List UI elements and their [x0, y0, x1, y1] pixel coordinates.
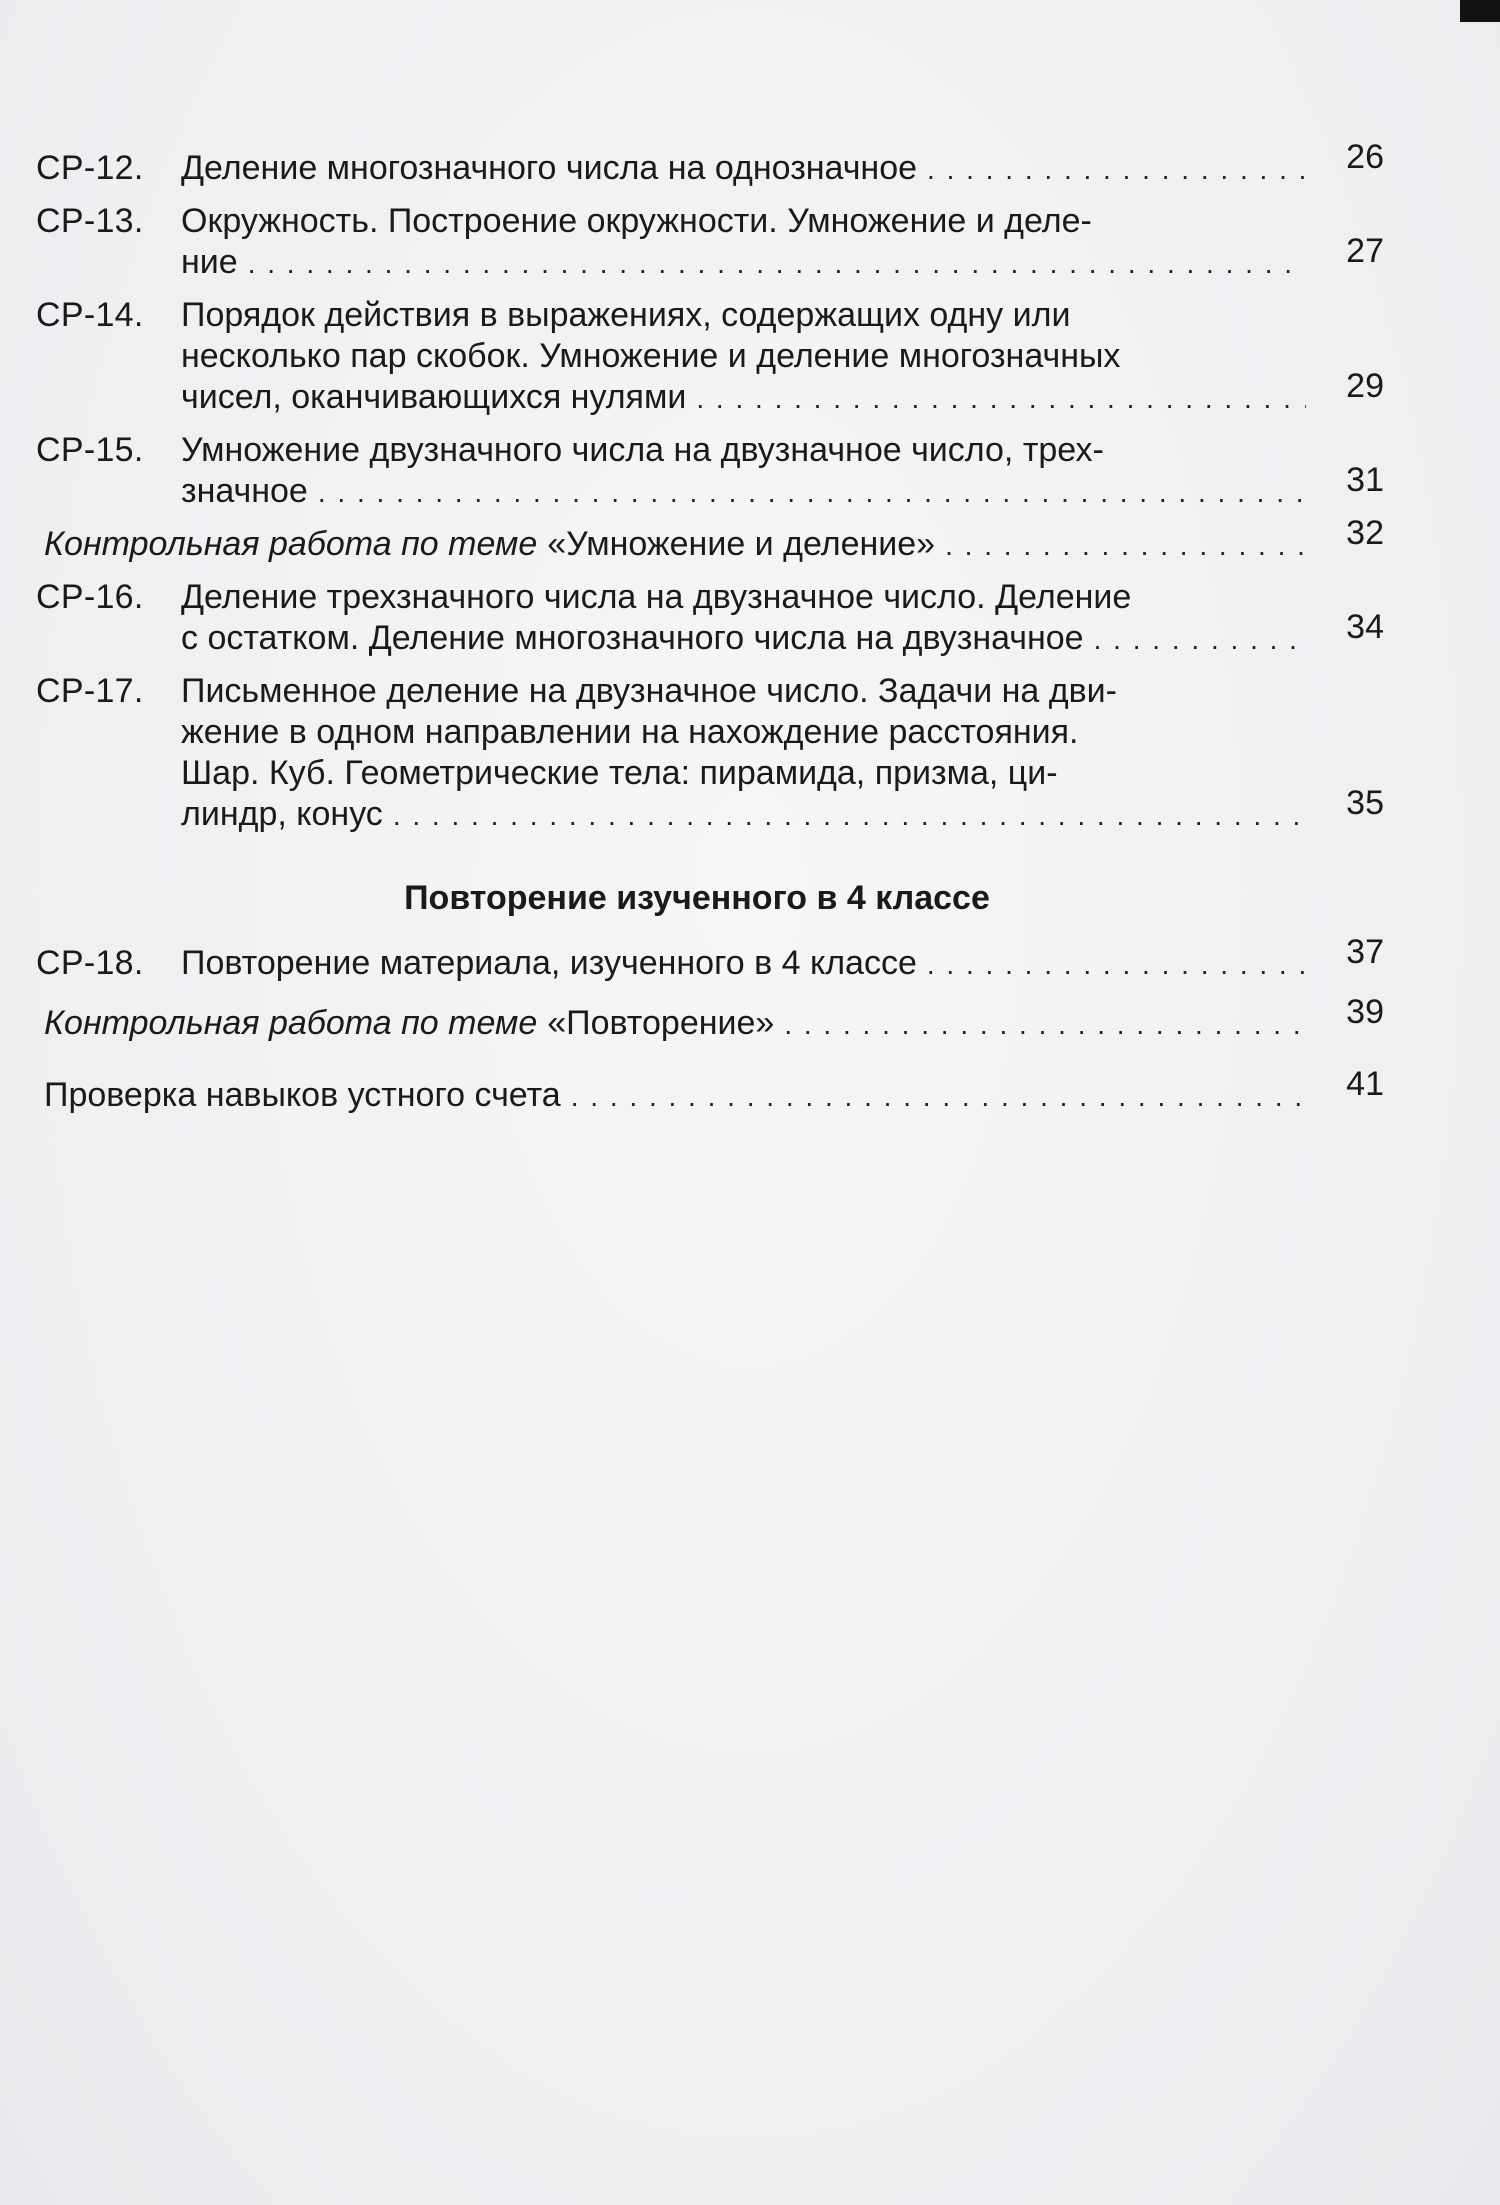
dot-leader — [318, 472, 1306, 513]
entry-title-line: жение в одном направлении на нахождение расстояния. — [181, 713, 1079, 751]
entry-code: СР-16. — [36, 578, 144, 616]
entry-title: Проверка навыков устного счета — [44, 1076, 561, 1114]
toc-entry-cp13[interactable] — [36, 201, 1388, 284]
toc-entry-oral-check[interactable] — [36, 1065, 1388, 1117]
toc-entry-cp15[interactable] — [36, 430, 1388, 513]
page-number: 31 — [1346, 461, 1384, 499]
dot-leader — [696, 378, 1306, 419]
dot-leader — [248, 243, 1306, 284]
dot-leader — [927, 149, 1306, 190]
entry-title-last: значное — [181, 472, 308, 510]
entry-title-line: Умножение двузначного числа на двузначное число, трех- — [181, 431, 1104, 469]
entry-title-last: чисел, оканчивающихся нулями — [181, 378, 687, 416]
test-label: Контрольная работа по теме — [44, 525, 538, 563]
toc-entry-test-review[interactable] — [36, 993, 1388, 1045]
entry-title-line: несколько пар скобок. Умножение и деление многозначных — [181, 337, 1121, 375]
page-number: 29 — [1346, 367, 1384, 405]
toc-entry-cp16[interactable] — [36, 577, 1388, 660]
entry-title-line: Шар. Куб. Геометрические тела: пирамида, призма, ци- — [181, 754, 1058, 792]
dot-leader — [1094, 619, 1306, 660]
entry-code: СР-17. — [36, 672, 144, 710]
dot-leader — [945, 525, 1306, 566]
page-number: 34 — [1346, 608, 1384, 646]
page-number: 37 — [1346, 933, 1384, 971]
entry-title-last: ние — [181, 243, 238, 281]
entry-code: СР-15. — [36, 431, 144, 469]
dot-leader — [784, 1004, 1306, 1045]
entry-code: СР-18. — [36, 944, 144, 982]
dot-leader — [927, 944, 1306, 985]
entry-title-line: Письменное деление на двузначное число. Задачи на дви- — [181, 672, 1117, 710]
test-topic: «Умножение и деление» — [547, 525, 936, 563]
toc-entry-cp18[interactable] — [36, 933, 1388, 985]
toc-entry-cp14[interactable] — [36, 295, 1388, 419]
section-title: Повторение изученного в 4 классе — [404, 879, 990, 917]
page-number: 27 — [1346, 232, 1384, 270]
scan-edge — [1460, 0, 1500, 22]
entry-code: СР-14. — [36, 296, 144, 334]
toc-entry-test-multiplication[interactable] — [36, 514, 1388, 566]
entry-code: СР-13. — [36, 202, 144, 240]
toc-entry-cp17[interactable] — [36, 671, 1388, 836]
dot-leader — [571, 1076, 1306, 1117]
page-number: 41 — [1346, 1065, 1384, 1103]
page-number: 32 — [1346, 514, 1384, 552]
dot-leader — [393, 795, 1306, 836]
entry-title-line: Деление трехзначного числа на двузначное число. Деление — [181, 578, 1132, 616]
entry-title: Деление многозначного числа на однозначное — [181, 149, 918, 187]
entry-title-last: с остатком. Деление многозначного числа на двузначное — [181, 619, 1084, 657]
entry-title-line: Порядок действия в выражениях, содержащих одну или — [181, 296, 1071, 334]
test-topic: «Повторение» — [547, 1004, 775, 1042]
toc-entry-cp12[interactable] — [36, 138, 1388, 190]
test-label: Контрольная работа по теме — [44, 1004, 538, 1042]
page-number: 39 — [1346, 993, 1384, 1031]
entry-title-last: линдр, конус — [181, 795, 383, 833]
page-number: 35 — [1346, 784, 1384, 822]
table-of-contents — [36, 138, 1388, 1128]
entry-title: Повторение материала, изученного в 4 классе — [181, 944, 917, 982]
entry-title-line: Окружность. Построение окружности. Умножение и деле- — [181, 202, 1092, 240]
page-number: 26 — [1346, 138, 1384, 176]
entry-code: СР-12. — [36, 149, 144, 187]
